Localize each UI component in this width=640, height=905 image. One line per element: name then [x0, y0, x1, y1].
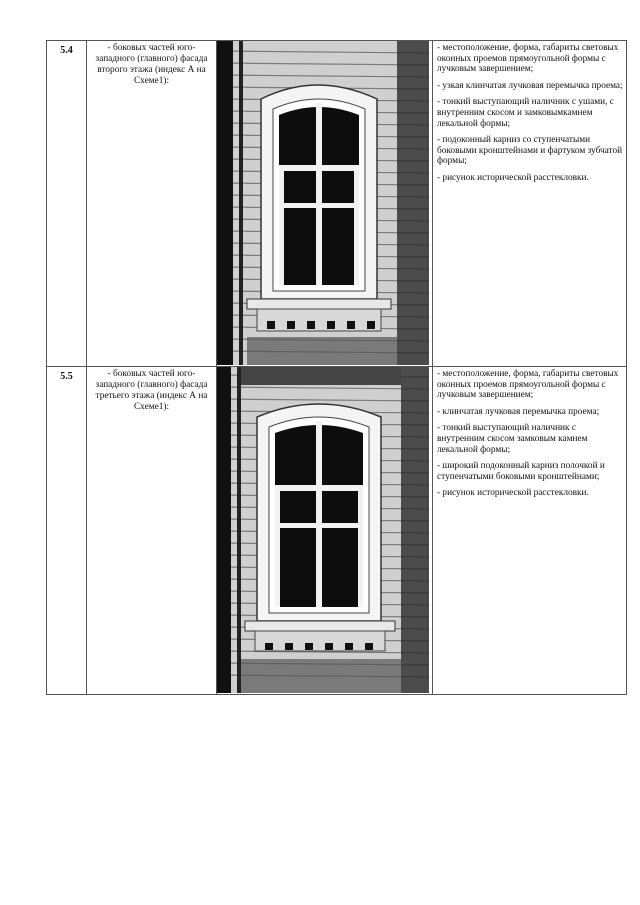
- feature-item: - местоположение, форма, габариты световых оконных проемов прямоугольной формы с лучковым завершением;: [437, 369, 619, 401]
- window-photo: [217, 367, 433, 695]
- element-description: - боковых частей юго-западного (главного) фасада третьего этажа (индекс А на Схеме1):: [87, 367, 217, 695]
- features-list: [433, 367, 627, 695]
- features-list: [433, 41, 627, 367]
- window-photo-image: [217, 41, 429, 365]
- window-photo: [217, 41, 433, 367]
- feature-item: - широкий подоконный карниз полочкой и ступенчатыми боковыми кронштейнами;: [437, 461, 605, 482]
- protection-table: [46, 40, 627, 695]
- feature-item: - узкая клинчатая лучковая перемычка проема;: [437, 80, 623, 91]
- feature-item: - подоконный карниз со ступенчатыми боковыми кронштейнами и фартуком зубчатой формы;: [437, 135, 623, 167]
- feature-item: - тонкий выступающий наличник с ушами, с внутренним скосом и замковымкамнем лекальной формы;: [437, 97, 614, 129]
- row-number: 5.5: [47, 367, 87, 695]
- row-number: 5.4: [47, 41, 87, 367]
- feature-item: - клинчатая лучковая перемычка проема;: [437, 406, 600, 417]
- feature-item: - местоположение, форма, габариты световых оконных проемов прямоугольной формы с лучковым завершением;: [437, 43, 619, 75]
- feature-item: - рисунок исторической расстекловки.: [437, 172, 589, 183]
- feature-item: - рисунок исторической расстекловки.: [437, 488, 589, 499]
- table-row: [47, 367, 627, 695]
- window-photo-image: [217, 367, 429, 693]
- element-description: - боковых частей юго-западного (главного) фасада второго этажа (индекс А на Схеме1):: [87, 41, 217, 367]
- table-row: [47, 41, 627, 367]
- feature-item: - тонкий выступающий наличник с внутренним скосом замковым камнем лекальной формы;: [437, 423, 588, 455]
